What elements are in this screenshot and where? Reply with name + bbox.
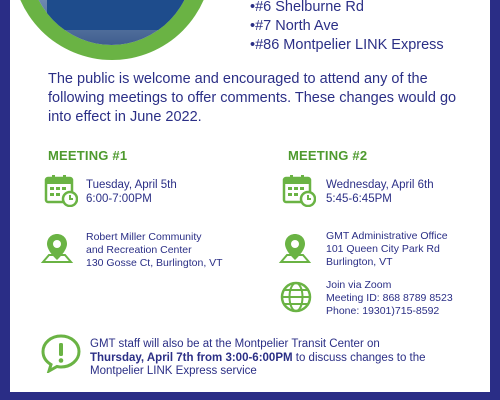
location-line: and Recreation Center <box>86 244 192 256</box>
intro-paragraph: The public is welcome and encouraged to attend any of the following meetings to offer comments. These changes would go into effect in June 2022. <box>48 71 457 125</box>
globe-icon <box>279 280 313 314</box>
route-list <box>250 0 444 55</box>
route-item: •#86 Montpelier LINK Express <box>250 37 444 53</box>
page-border-right <box>490 0 500 400</box>
meeting-2-zoom <box>326 279 453 318</box>
meeting-1-datetime <box>86 178 177 206</box>
meeting-2-location <box>326 230 448 269</box>
location-line: Burlington, VT <box>326 256 393 268</box>
alert-speech-bubble-icon <box>40 333 82 373</box>
map-pin-icon <box>278 231 312 265</box>
meeting-1-location <box>86 231 223 270</box>
zoom-line: Join via Zoom <box>326 279 392 291</box>
notice-highlight: Thursday, April 7th from 3:00-6:00PM <box>90 351 293 364</box>
calendar-clock-icon <box>282 173 316 207</box>
location-line: 101 Queen City Park Rd <box>326 243 440 255</box>
meeting-1-date: Tuesday, April 5th <box>86 179 177 191</box>
notice-text-part1: GMT staff will also be at the Montpelier Transit Center on <box>90 338 380 350</box>
route-item: •#7 North Ave <box>250 18 339 34</box>
location-line: Robert Miller Community <box>86 231 202 243</box>
notice-paragraph <box>90 338 470 379</box>
route-item: •#6 Shelburne Rd <box>250 0 364 15</box>
zoom-line: Phone: 19301)715-8592 <box>326 305 440 317</box>
meeting-2-time: 5:45-6:45PM <box>326 193 392 205</box>
notice-text-part2: to discuss changes to the Montpelier LINK Express service <box>90 351 426 377</box>
meeting-2-datetime <box>326 178 434 206</box>
page-border-left <box>0 0 10 400</box>
meeting-1-time: 6:00-7:00PM <box>86 193 152 205</box>
meeting-1-heading: MEETING #1 <box>48 148 128 163</box>
calendar-clock-icon <box>44 173 78 207</box>
meeting-2-date: Wednesday, April 6th <box>326 179 434 191</box>
location-line: 130 Gosse Ct, Burlington, VT <box>86 257 223 269</box>
page-border-bottom <box>0 392 500 400</box>
zoom-line: Meeting ID: 868 8789 8523 <box>326 292 453 304</box>
bus-shape <box>47 0 187 30</box>
map-pin-icon <box>40 231 74 265</box>
bus-photo <box>29 0 194 45</box>
meeting-2-heading: MEETING #2 <box>288 148 368 163</box>
location-line: GMT Administrative Office <box>326 230 448 242</box>
